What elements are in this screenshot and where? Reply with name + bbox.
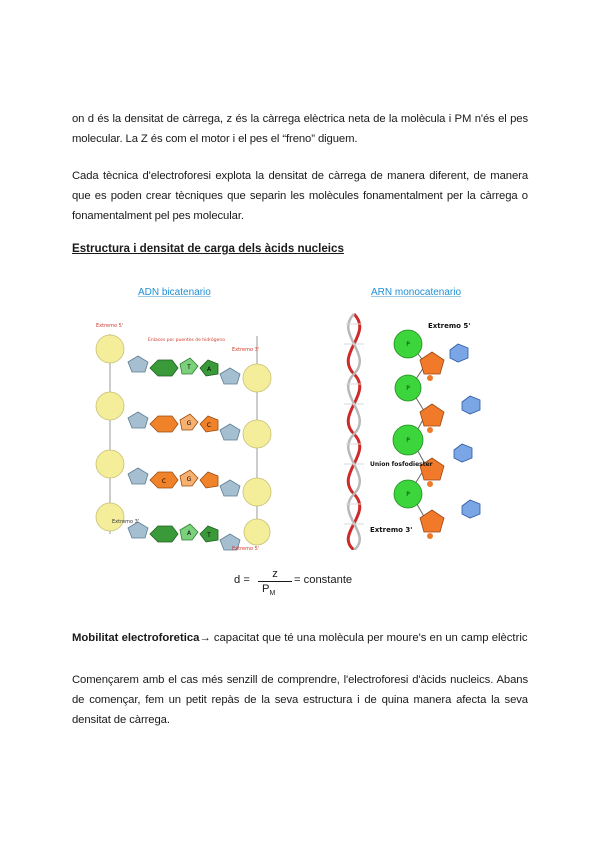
mobility-term: Mobilitat electroforetica	[72, 632, 200, 644]
rna-phosphate-label-4: P	[406, 491, 410, 498]
dna-pair-4-right: T	[207, 532, 211, 539]
dna-pair-2-left: G	[186, 420, 192, 427]
dna-label-3prime-bottom: Extremo 3'	[112, 519, 140, 525]
formula-denominator: $P_M$	[262, 583, 276, 598]
paragraph-density-definition: on d és la densitat de càrrega, z és la càrrega elèctrica neta de la molècula i PM n'és el pes molecular. La Z és com el motor i el pes el “freno” diguem.	[72, 113, 528, 145]
mobility-definition	[72, 632, 528, 644]
rna-phosphate-label-1: P	[406, 341, 410, 348]
rna-label-5prime: Extremo 5'	[428, 322, 471, 330]
dna-pair-4-left: A	[186, 530, 192, 537]
formula-lhs: d =	[234, 574, 250, 586]
dna-label-hbond: Enlaces por puentes de hidrógeno	[148, 338, 225, 343]
rna-single-strand-figure	[334, 310, 510, 550]
paragraph-electrophoresis-techniques: Cada tècnica d'electroforesi explota la densitat de càrrega de manera diferent, de manera que es poden crear tècniques que separin les molècules fonamentalment per la càrrega o fonamentalment pel pes molecular.	[72, 170, 528, 222]
formula-fraction-bar	[258, 581, 292, 582]
dna-label-5prime-top: Extremo 5'	[96, 323, 124, 329]
rna-label-bond: Union fosfodiester	[370, 461, 433, 468]
dna-label-3prime-top: Extremo 3'	[232, 347, 260, 353]
paragraph-nucleic-acids-intro: Començarem amb el cas més senzill de comprendre, l'electroforesi d'àcids nucleics. Abans de començar, fem un petit repàs de la seva estructura i de quina manera afecta la seva densitat de càrrega.	[72, 674, 528, 726]
formula-numerator: z	[272, 568, 278, 580]
section-heading: Estructura i densitat de carga dels àcids nucleics	[72, 242, 344, 255]
rna-figure-caption: ARN monocatenario	[371, 287, 462, 298]
dna-figure-caption: ADN bicatenario	[138, 287, 211, 298]
rna-label-3prime: Extremo 3'	[370, 526, 413, 534]
rna-phosphate-label-3: P	[406, 437, 410, 444]
dna-pair-1-left: T	[187, 364, 191, 371]
rna-phosphate-label-2: P	[406, 385, 410, 392]
dna-label-5prime-bottom: Extremo 5'	[232, 546, 260, 552]
mobility-arrow: →	[199, 632, 211, 644]
mobility-text: capacitat que té una molècula per moure's en un camp elèctric	[210, 632, 528, 644]
dna-pair-1-right: A	[206, 366, 212, 373]
dna-pair-3-left: C	[161, 478, 167, 485]
formula-rhs: = constante	[294, 574, 353, 586]
dna-pair-3-right: G	[186, 476, 192, 483]
dna-double-strand-figure	[92, 314, 277, 552]
dna-pair-2-right: C	[206, 422, 212, 429]
